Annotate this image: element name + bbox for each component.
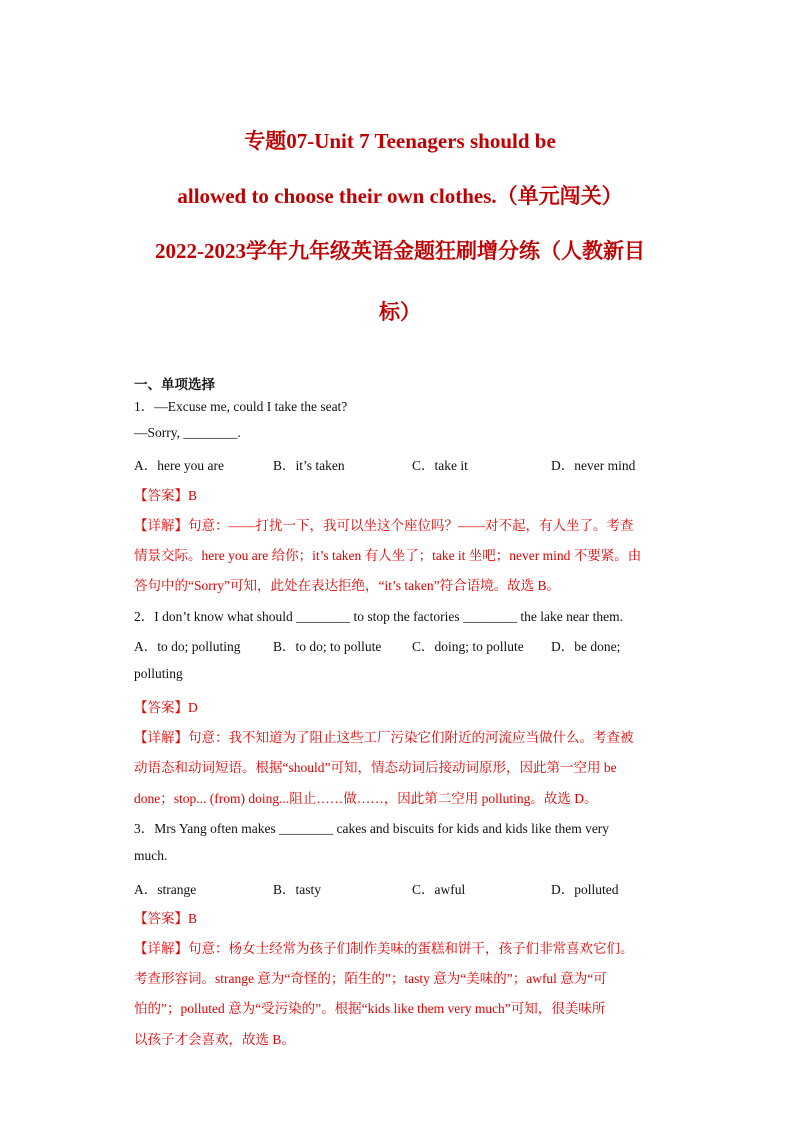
question-1-answer: 【答案】B: [134, 488, 198, 503]
question-2-option-d-wrap: polluting: [134, 666, 183, 681]
question-1-explanation-line-3: 答句中的“Sorry”可知，此处在表达拒绝，“it’s taken”符合语境。故选 B。: [134, 578, 560, 593]
question-2-option-a: A．to do; polluting: [134, 639, 241, 654]
question-3-explanation-line-3: 怕的”；polluted 意为“受污染的”。根据“kids like them very much”可知，很美味所: [134, 1001, 606, 1016]
question-1-option-d: D．never mind: [551, 458, 636, 473]
question-2-option-d: D．be done;: [551, 639, 621, 654]
question-3-explanation-line-4: 以孩子才会喜欢，故选 B。: [134, 1032, 295, 1047]
question-2-explanation-line-2: 动语态和动词短语。根据“should”可知，情态动词后接动词原形，因此第一空用 be: [134, 760, 617, 775]
question-1-stem-line-2: —Sorry, ________.: [134, 425, 241, 440]
question-3-explanation-line-2: 考查形容词。strange 意为“奇怪的；陌生的”；tasty 意为“美味的”；awful 意为“可: [134, 971, 607, 986]
question-1-option-a: A．here you are: [134, 458, 224, 473]
question-1-option-c: C．take it: [412, 458, 468, 473]
question-1-option-b: B．it’s taken: [273, 458, 345, 473]
section-heading: 一、单项选择: [134, 377, 215, 392]
question-3-option-d: D．polluted: [551, 882, 619, 897]
question-1-stem-line-1: 1．—Excuse me, could I take the seat?: [134, 399, 348, 414]
question-1-explanation-line-2: 情景交际。here you are 给你；it’s taken 有人坐了；take it 坐吧；never mind 不要紧。由: [134, 548, 642, 563]
question-3-answer: 【答案】B: [134, 911, 198, 926]
question-2-stem-line-1: 2．I don’t know what should ________ to stop the factories ________ the lake near them.: [134, 609, 624, 624]
question-3-option-b: B．tasty: [273, 882, 322, 897]
question-2-explanation-line-3: done；stop... (from) doing...阻止……做……，因此第二空用 polluting。故选 D。: [134, 791, 598, 806]
title-line-2: allowed to choose their own clothes.（单元闯关）: [177, 184, 623, 208]
question-2-option-b: B．to do; to pollute: [273, 639, 382, 654]
question-3-option-c: C．awful: [412, 882, 466, 897]
title-line-3: 2022-2023学年九年级英语金题狂刷增分练（人教新目: [155, 239, 645, 263]
question-3-stem-line-1: 3．Mrs Yang often makes ________ cakes and biscuits for kids and kids like them very: [134, 821, 610, 836]
question-2-answer: 【答案】D: [134, 700, 198, 715]
question-2-explanation-line-1: 【详解】句意：我不知道为了阻止这些工厂污染它们附近的河流应当做什么。考查被: [134, 730, 634, 745]
question-1-explanation-line-1: 【详解】句意：——打扰一下，我可以坐这个座位吗？——对不起，有人坐了。考查: [134, 518, 634, 533]
question-3-explanation-line-1: 【详解】句意：杨女士经常为孩子们制作美味的蛋糕和饼干，孩子们非常喜欢它们。: [134, 941, 634, 956]
title-line-1: 专题07-Unit 7 Teenagers should be: [244, 129, 556, 153]
question-2-option-c: C．doing; to pollute: [412, 639, 524, 654]
question-3-option-a: A．strange: [134, 882, 197, 897]
title-line-4: 标）: [379, 300, 421, 324]
question-3-stem-line-2: much.: [134, 848, 168, 863]
